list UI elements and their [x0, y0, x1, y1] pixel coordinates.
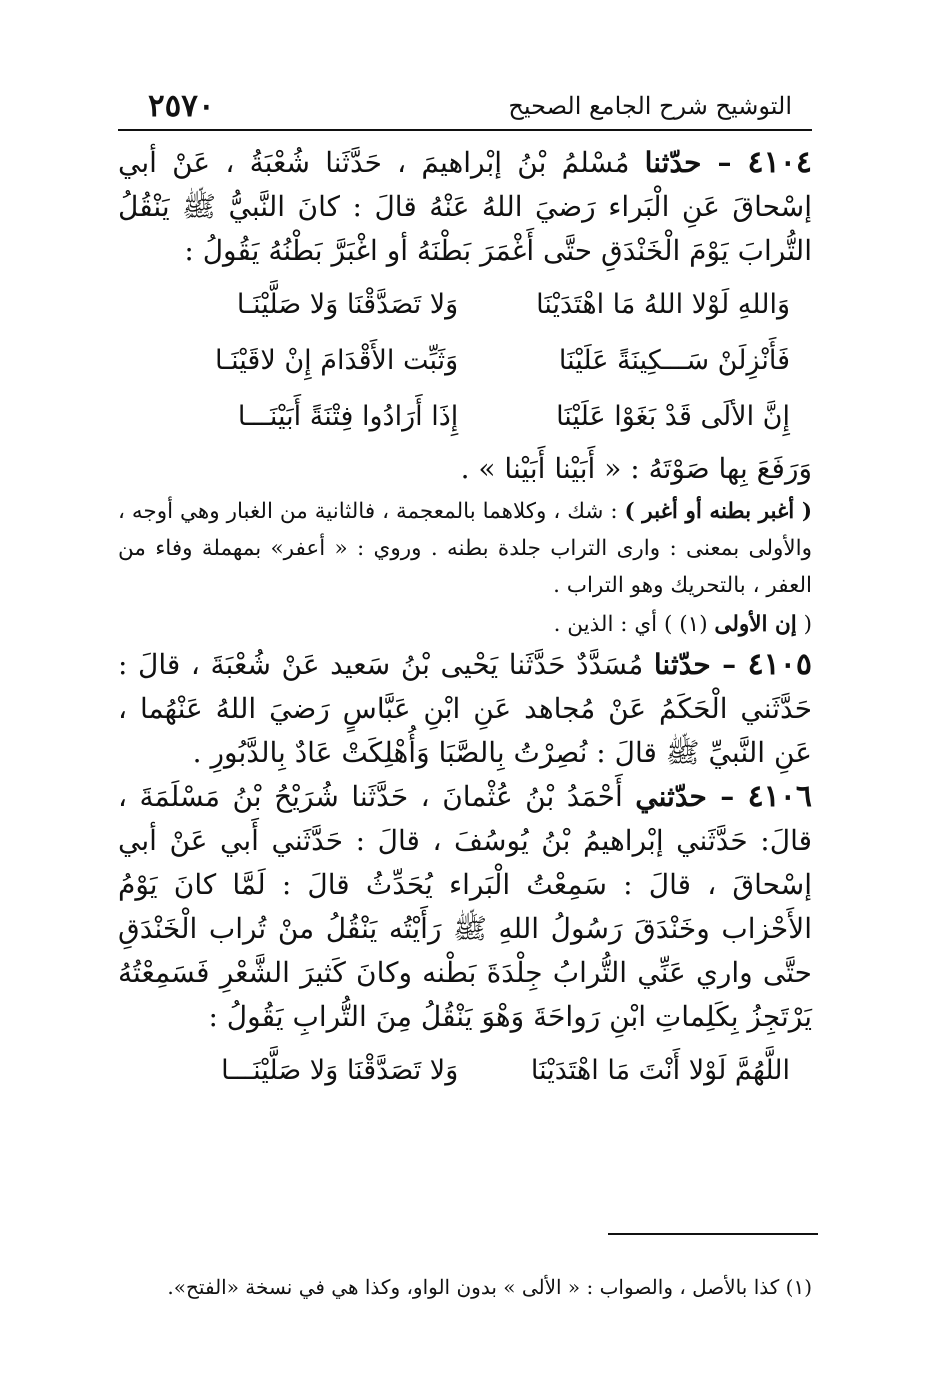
footnote: (١) كذا بالأصل ، والصواب : « الألى » بدون الواو، وكذا هي في نسخة «الفتح».	[167, 1275, 812, 1299]
hadith-keyword: حدّثني	[635, 780, 707, 813]
commentary-term: ( أغبر بطنه أو أغبر )	[624, 499, 812, 524]
hadith-dash: –	[701, 146, 748, 179]
header-rule	[118, 129, 812, 131]
hadith-dash: –	[706, 780, 748, 813]
running-title: التوشيح شرح الجامع الصحيح	[508, 92, 792, 120]
verse-line	[118, 333, 812, 389]
commentary-note	[118, 493, 812, 604]
hadith-number: ٤١٠٤	[747, 145, 812, 180]
verse-second-hemistich: إِذَا أَرَادُوا فِتْنَةً أَبَيْنَـــا	[237, 401, 459, 432]
verse-first-hemistich: اللَّهُمَّ لَوْلا أَنْتَ مَا اهْتَدَيْنَا	[530, 1055, 790, 1086]
verse-line	[118, 277, 812, 333]
hadith-number: ٤١٠٥	[747, 647, 813, 682]
verse-line	[118, 389, 812, 445]
commentary-bracket: )	[664, 612, 680, 637]
poem-4106	[118, 1043, 812, 1099]
hadith-4105	[118, 643, 812, 775]
hadith-text: مُسَدَّدٌ حَدَّثَنا يَحْيى بْنُ سَعيد عَنْ شُعْبَةَ ، قالَ : حَدَّثَني الْحَكَمُ عَنْ مُجاهد عَنِ ابْنِ عَبَّاسٍ رَضيَ اللهُ عَنْهُما ، عَنِ النَّبيِّ ﷺ قالَ : نُصِرْتُ بِالصَّبَا وَأُهْلِكَتْ عَادٌ بِالدَّبُورِ .	[118, 648, 812, 769]
footnote-rule	[608, 1233, 818, 1235]
hadith-4104-closing: وَرَفَعَ بِها صَوْتَهُ : « أَبَيْنا أَبَيْنا » .	[460, 452, 812, 485]
commentary-note	[118, 606, 812, 643]
page-header	[118, 88, 812, 128]
hadith-keyword: حدّثنا	[644, 146, 702, 179]
verse-second-hemistich: وَثَبِّت الأَقْدَامَ إِنْ لاقَيْنَـا	[215, 345, 459, 376]
verse-first-hemistich: إِنَّ الألَى قَدْ بَغَوْا عَلَيْنَا	[556, 401, 790, 432]
hadith-dash: –	[710, 648, 748, 681]
verse-first-hemistich: وَاللهِ لَوْلا اللهُ مَا اهْتَدَيْنَا	[536, 289, 790, 320]
hadith-text: أَحْمَدُ بْنُ عُثْمانَ ، حَدَّثَنا شُرَيْحُ بْنُ مَسْلَمَةَ ، قالَ: حَدَّثَني إبْراهيمُ بْنُ يُوسُفَ ، قالَ : حَدَّثَني أَبي عَنْ أبي إسْحاقَ ، قالَ : سَمِعْتُ الْبَراء يُحَدِّثُ قالَ : لَمَّا كانَ يَوْمُ الأَحْزاب وخَنْدَقَ رَسُولُ اللهِ ﷺ رَأَيْتُه يَنْقُلُ منْ تُراب الْخَنْدَقِ حتَّى واري عَنِّي التُّرابُ جِلْدَةَ بَطْنه وكانَ كَثيرَ الشَّعْرِ فَسَمِعْتُهُ يَرْتَجِزُ بِكَلِماتِ ابْنِ رَواحَةَ وَهْوَ يَنْقُلُ مِنَ التُّرابِ يَقُولُ :	[118, 780, 812, 1033]
verse-line	[118, 1043, 812, 1099]
commentary-text: : شك ، وكلاهما بالمعجمة ، فالثانية من الغبار وهي أوجه ، والأولى بمعنى : وارى التراب جلدة بطنه . وروي : « أعفر» بمهملة وفاء من العفر ، بالتحريك وهو التراب .	[118, 499, 812, 598]
hadith-number: ٤١٠٦	[747, 779, 813, 814]
page-number: ٢٥٧٠	[148, 88, 215, 124]
hadith-keyword: حدّثنا	[653, 648, 711, 681]
verse-second-hemistich: وَلا تَصَدَّقْنَا وَلا صَلَّيْنَـا	[236, 289, 459, 320]
verse-second-hemistich: وَلا تَصَدَّقْنَا وَلا صَلَّيْنَـــا	[221, 1055, 459, 1086]
verse-first-hemistich: فَأَنْزِلَنْ سَـــكِينَةً عَلَيْنَا	[558, 345, 790, 376]
poem-4104	[118, 277, 812, 445]
hadith-text: مُسْلمُ بْنُ إبْراهيمَ ، حَدَّثَنا شُعْبَةُ ، عَنْ أبي إسْحاقَ عَنِ الْبَراء رَضيَ اللهُ عَنْهُ قالَ : كانَ النَّبيُّ ﷺ يَنْقُلُ التُّرابَ يَوْمَ الْخَنْدَقِ حتَّى أَغْمَرَ بَطْنَهُ أو اغْبَرَّ بَطْنُهُ يَقُولُ :	[118, 146, 812, 267]
footnote-reference: (١)	[679, 612, 708, 637]
page-body	[118, 141, 812, 1101]
commentary-term: إن الأولى	[714, 612, 797, 637]
commentary-text: أي : الذين .	[553, 612, 664, 637]
commentary-bracket: (	[796, 612, 812, 637]
hadith-4106	[118, 775, 812, 1039]
hadith-4104	[118, 141, 812, 273]
